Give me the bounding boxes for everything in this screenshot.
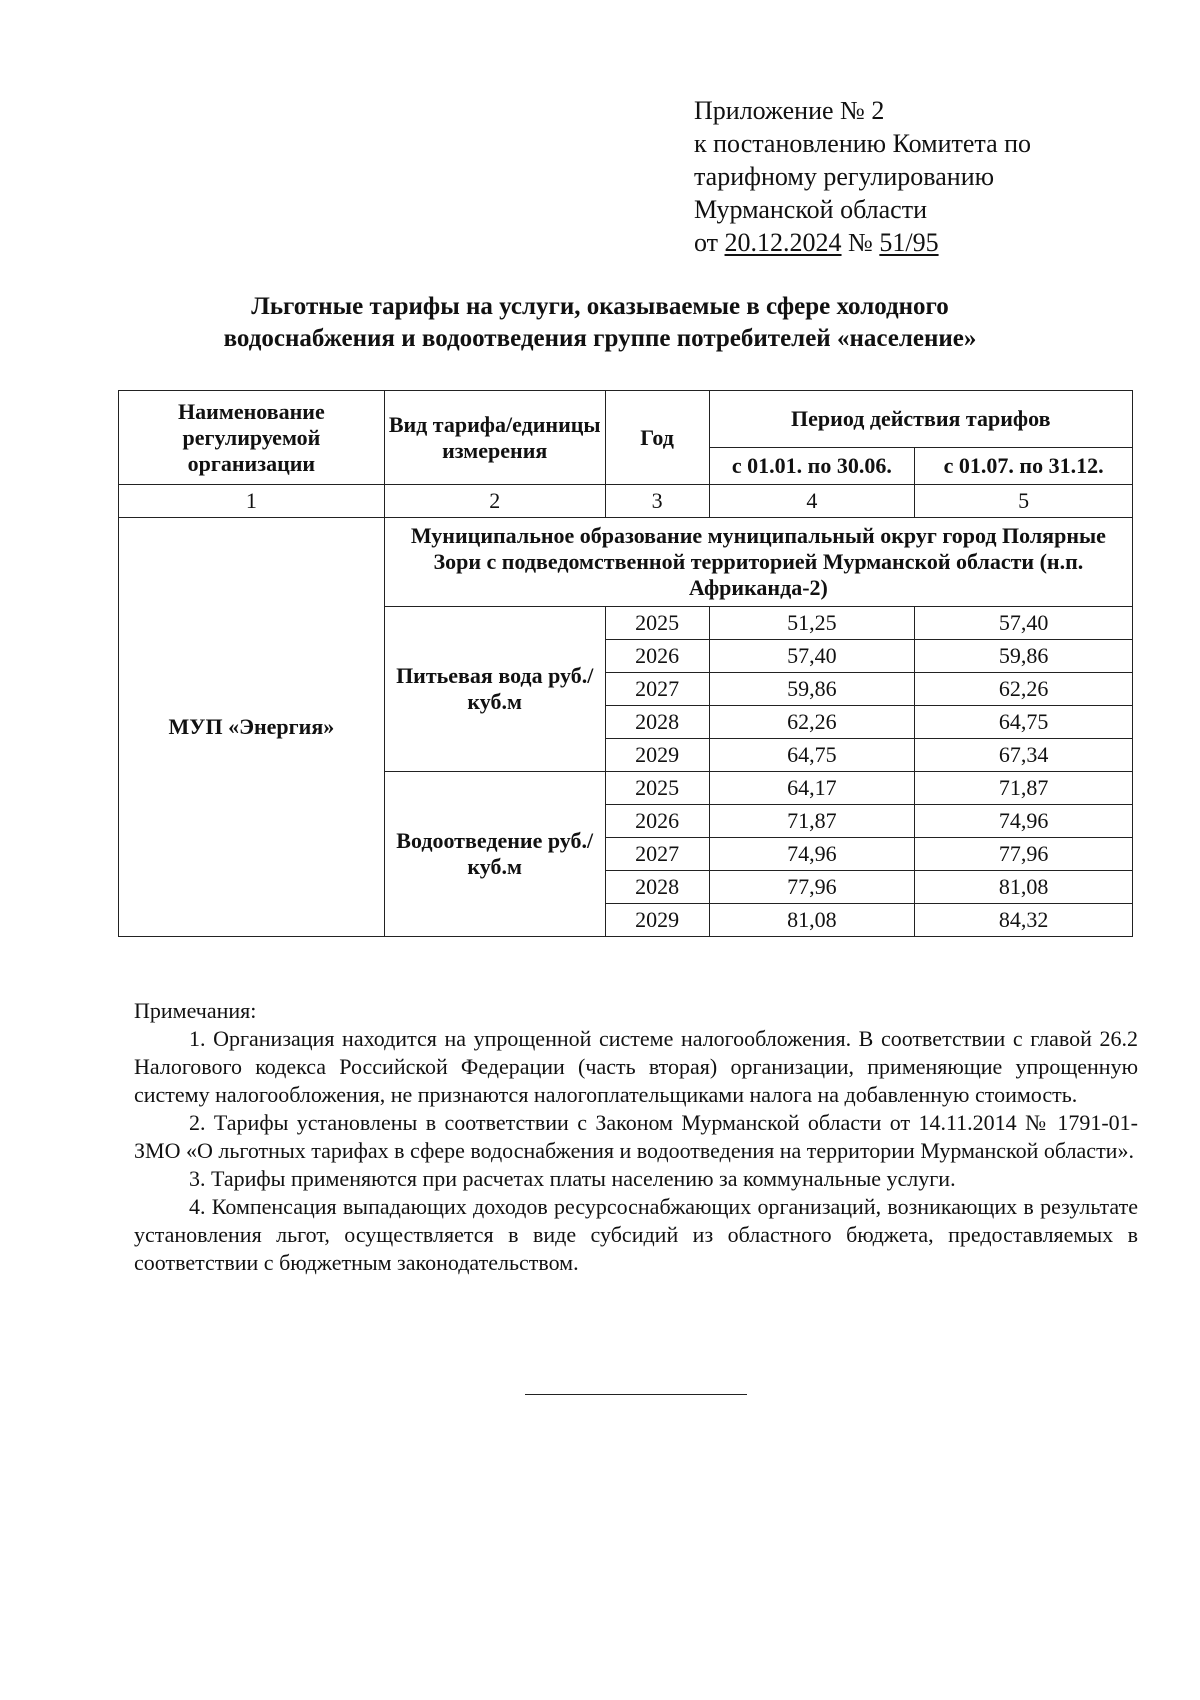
year-cell: 2029: [605, 904, 709, 937]
note-item: 1. Организация находится на упрощенной системе налогообложения. В соответствии с главой 26.2 Налогового кодекса Российской Федерации (часть вторая) организации, применяющие упрощенную систему налогообложения, не признаются налогоплательщиками налога на добавленную стоимость.: [134, 1026, 1138, 1107]
tariff-h1: 64,75: [709, 739, 915, 772]
header-type: Вид тарифа/единицы измерения: [384, 391, 605, 485]
tariff-h2: 71,87: [915, 772, 1133, 805]
header-year: Год: [605, 391, 709, 485]
tariff-h2: 77,96: [915, 838, 1133, 871]
tariff-h1: 51,25: [709, 607, 915, 640]
tariff-type-water: Питьевая вода руб./куб.м: [384, 607, 605, 772]
col-number: 1: [119, 485, 385, 518]
tariff-h2: 84,32: [915, 904, 1133, 937]
tariff-table: [118, 390, 1133, 937]
header-period-1: с 01.01. по 30.06.: [709, 448, 915, 485]
year-cell: 2027: [605, 838, 709, 871]
tariff-h1: 77,96: [709, 871, 915, 904]
note-item: 2. Тарифы установлены в соответствии с Законом Мурманской области от 14.11.2014 № 1791-01-ЗМО «О льготных тарифах в сфере водоснабжения и водоотведения на территории Мурманской области».: [134, 1110, 1138, 1163]
column-number-row: [119, 485, 1133, 518]
tariff-h2: 74,96: [915, 805, 1133, 838]
annex-date-line: [694, 226, 1031, 259]
annex-header: [694, 94, 1031, 259]
note-item: 3. Тарифы применяются при расчетах платы населению за коммунальные услуги.: [189, 1166, 956, 1191]
year-cell: 2026: [605, 640, 709, 673]
header-period-2: с 01.07. по 31.12.: [915, 448, 1133, 485]
title-line-1: Льготные тарифы на услуги, оказываемые в сфере холодного: [251, 293, 949, 320]
tariff-h1: 62,26: [709, 706, 915, 739]
year-cell: 2027: [605, 673, 709, 706]
tariff-h2: 67,34: [915, 739, 1133, 772]
tariff-type-sewage: Водоотведение руб./куб.м: [384, 772, 605, 937]
header-row-1: [119, 391, 1133, 448]
notes-heading: Примечания:: [134, 998, 257, 1023]
notes-section: [134, 997, 1138, 1277]
tariff-h1: 74,96: [709, 838, 915, 871]
tariff-h2: 62,26: [915, 673, 1133, 706]
tariff-h1: 57,40: [709, 640, 915, 673]
year-cell: 2025: [605, 607, 709, 640]
year-cell: 2026: [605, 805, 709, 838]
annex-line-3: тарифному регулированию: [694, 162, 995, 191]
col-number: 4: [709, 485, 915, 518]
year-cell: 2028: [605, 706, 709, 739]
tariff-h1: 81,08: [709, 904, 915, 937]
decree-number: 51/95: [879, 228, 939, 257]
organization-name: МУП «Энергия»: [119, 518, 385, 937]
year-cell: 2025: [605, 772, 709, 805]
title-line-2: водоснабжения и водоотведения группе потребителей «население»: [223, 325, 977, 352]
year-cell: 2028: [605, 871, 709, 904]
tariff-h1: 59,86: [709, 673, 915, 706]
closing-divider: [525, 1394, 747, 1395]
header-org: Наименование регулируемой организации: [119, 391, 385, 485]
tariff-h2: 57,40: [915, 607, 1133, 640]
tariff-h2: 81,08: [915, 871, 1133, 904]
document-title: [130, 291, 1070, 355]
tariff-h1: 64,17: [709, 772, 915, 805]
municipality-row: [119, 518, 1133, 607]
col-number: 5: [915, 485, 1133, 518]
annex-line-2: к постановлению Комитета по: [694, 129, 1032, 158]
tariff-h2: 64,75: [915, 706, 1133, 739]
col-number: 3: [605, 485, 709, 518]
date-prefix: от: [694, 228, 725, 257]
tariff-h1: 71,87: [709, 805, 915, 838]
col-number: 2: [384, 485, 605, 518]
tariff-h2: 59,86: [915, 640, 1133, 673]
header-period: Период действия тарифов: [709, 391, 1132, 448]
note-item: 4. Компенсация выпадающих доходов ресурсоснабжающих организаций, возникающих в результате установления льгот, осуществляется в виде субсидий из областного бюджета, предоставляемых в соответствии с бюджетным законодательством.: [134, 1194, 1138, 1275]
annex-line-4: Мурманской области: [694, 195, 927, 224]
number-prefix: №: [841, 228, 880, 257]
decree-date: 20.12.2024: [724, 228, 842, 257]
municipality-name: Муниципальное образование муниципальный округ город Полярные Зори с подведомственной территорией Мурманской области (н.п. Африканда-2): [384, 518, 1132, 607]
annex-line-1: Приложение № 2: [694, 96, 885, 125]
year-cell: 2029: [605, 739, 709, 772]
